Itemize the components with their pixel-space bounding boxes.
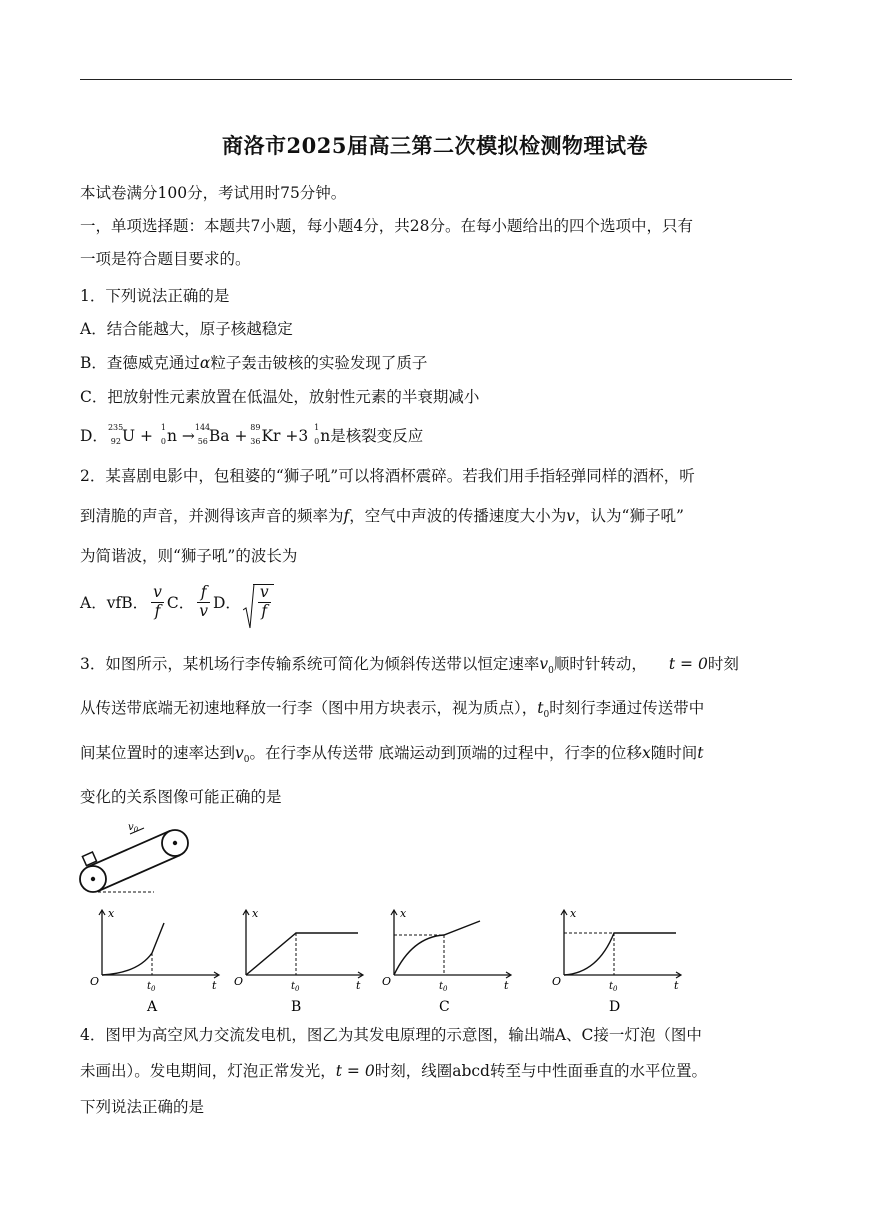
fraction-denominator: f <box>261 601 268 620</box>
xt-curve <box>394 921 480 975</box>
q4-stem-line1: 4．图甲为高空风力交流发电机，图乙为其发电原理的示意图，输出端A、C接一灯泡（图中 <box>80 1026 702 1044</box>
xt-graph-b <box>232 905 367 1020</box>
q2-stem-line3: 为简谐波，则“狮子吼”的波长为 <box>80 547 298 565</box>
t-equals-zero: t = 0 <box>668 655 708 673</box>
x-symbol: x <box>641 744 651 762</box>
x-axis-label: x <box>108 907 115 920</box>
q3-line2-part-a: 从传送带底端无初速地释放一行李（图中用方块表示，视为质点）， <box>80 699 538 717</box>
q2-line2-part-c: ，认为“狮子吼” <box>575 507 684 525</box>
q2-option-b-fraction <box>151 584 164 621</box>
t-axis-label: t <box>212 979 217 992</box>
t-axis-label: t <box>356 979 361 992</box>
n-mass-number: 1 <box>160 423 166 432</box>
fraction-denominator: f <box>154 601 161 620</box>
n-symbol: n <box>166 427 177 445</box>
q4-line2-part-a: 未画出）。发电期间，灯泡正常发光， <box>80 1062 336 1080</box>
ba-mass-number: 144 <box>194 423 211 432</box>
q3-line1-part-b: 顺时针转动， <box>553 655 647 673</box>
q2-option-d-label: D． <box>212 594 241 613</box>
nuclide-u235 <box>107 423 136 446</box>
t0-label: $t_0$ <box>291 981 300 993</box>
v0-subscript: 0 <box>548 666 554 677</box>
section1-instructions-line1: 一，单项选择题：本题共7小题，每小题4分，共28分。在每小题给出的四个选项中，只有 <box>80 217 693 235</box>
v0-symbol: v <box>539 655 549 673</box>
nuclide-neutron-product <box>314 423 331 446</box>
graph-option-label: B <box>291 999 302 1015</box>
belt-upper <box>88 831 170 867</box>
q3-stem-line1 <box>80 652 739 676</box>
q4-line2-part-b: 时刻，线圈abcd转至与中性面垂直的水平位置。 <box>374 1062 707 1080</box>
alpha-symbol: α <box>199 354 211 372</box>
u-mass-number: 235 <box>107 423 124 432</box>
u-symbol: U <box>121 427 136 445</box>
plus-sign: + <box>285 427 299 445</box>
ba-symbol: Ba <box>208 427 230 445</box>
frequency-symbol: f <box>343 507 350 525</box>
q2-stem-line1: 2．某喜剧电影中，包租婆的“狮子吼”可以将酒杯震碎。若我们用手指轻弹同样的酒杯，听 <box>80 467 695 485</box>
n-atomic-number: 0 <box>314 437 320 446</box>
origin-label: O <box>234 975 244 988</box>
xt-curve <box>102 923 164 975</box>
t0-label: $t_0$ <box>439 981 448 993</box>
velocity-symbol: v <box>566 507 576 525</box>
belt-lower <box>98 855 180 891</box>
page-title: 商洛市2025届高三第二次模拟检测物理试卷 <box>222 133 648 158</box>
q3-line1-part-c: 时刻 <box>707 655 739 673</box>
q2-option-a: A．vf <box>80 594 122 613</box>
fraction-numerator: f <box>197 584 210 603</box>
plus-sign: + <box>139 427 153 445</box>
q2-option-c-label: C． <box>166 594 195 613</box>
q2-option-b-label: B． <box>121 594 149 613</box>
q4-stem-line3: 下列说法正确的是 <box>80 1098 205 1116</box>
v0-symbol: v <box>235 744 244 762</box>
bottom-pulley-axle <box>91 877 95 881</box>
q1-stem: 1．下列说法正确的是 <box>80 287 230 305</box>
q1-option-b-pre: B．查德威克通过 <box>80 354 200 372</box>
x-axis-label: x <box>252 907 259 920</box>
v0-label: $v_0$ <box>128 822 139 834</box>
xt-graph-c <box>380 905 515 1020</box>
nuclide-neutron <box>160 423 177 446</box>
origin-label: O <box>90 975 100 988</box>
xt-graph-d <box>550 905 685 1020</box>
radical-bar <box>253 584 274 585</box>
q1-option-c: C．把放射性元素放置在低温处，放射性元素的半衰期减小 <box>80 388 480 406</box>
q2-option-d-sqrt <box>243 584 274 621</box>
q3-line1-part-a: 3．如图所示，某机场行李传输系统可简化为倾斜传送带以恒定速率 <box>80 655 540 673</box>
nuclide-ba144 <box>194 423 230 446</box>
section1-instructions-line2: 一项是符合题目要求的。 <box>80 250 251 268</box>
fraction-denominator: v <box>199 601 208 620</box>
u-atomic-number: 92 <box>110 437 121 446</box>
q3-stem-line2 <box>80 696 704 720</box>
nuclide-kr89 <box>250 423 281 446</box>
graph-option-label: A <box>147 999 158 1015</box>
q2-options <box>80 584 274 621</box>
t0-subscript: 0 <box>543 710 550 721</box>
t-axis-label: t <box>504 979 509 992</box>
graph-option-label: C <box>439 999 450 1015</box>
q1-option-b-post: 粒子轰击铍核的实验发现了质子 <box>210 354 428 372</box>
xt-graph-a <box>88 905 223 1020</box>
xt-curve <box>246 933 358 975</box>
exam-intro: 本试卷满分100分，考试用时75分钟。 <box>80 184 347 202</box>
graph-option-label: D <box>609 999 621 1015</box>
origin-label: O <box>552 975 562 988</box>
q2-option-c-fraction <box>197 584 210 621</box>
t-symbol: t <box>697 744 704 762</box>
neutron-coefficient: 3 <box>298 427 309 445</box>
xt-curve <box>564 933 676 975</box>
kr-mass-number: 89 <box>250 423 261 432</box>
fraction-numerator: v <box>259 583 269 601</box>
origin-label: O <box>382 975 392 988</box>
ba-atomic-number: 56 <box>197 437 208 446</box>
q2-line2-part-b: ，空气中声波的传播速度大小为 <box>349 507 567 525</box>
q1-option-d <box>80 424 423 446</box>
plus-sign: + <box>234 427 248 445</box>
n-atomic-number: 0 <box>160 437 166 446</box>
q2-line2-part-a: 到清脆的声音，并测得该声音的频率为 <box>80 507 344 525</box>
q3-stem-line4: 变化的关系图像可能正确的是 <box>80 788 282 806</box>
q3-line3-part-b: 。在行李从传送带 底端运动到顶端的过程中，行李的位移 <box>249 744 642 762</box>
t0-label: $t_0$ <box>147 981 156 993</box>
n-symbol: n <box>320 427 331 445</box>
q1-option-d-tail: 是核裂变反应 <box>330 427 424 445</box>
x-axis-label: x <box>570 907 577 920</box>
radical-sign-icon <box>243 584 255 630</box>
q4-stem-line2 <box>80 1059 707 1081</box>
top-pulley-axle <box>173 841 177 845</box>
t0-symbol: t <box>537 699 544 717</box>
q2-stem-line2 <box>80 504 684 526</box>
n-mass-number: 1 <box>314 423 320 432</box>
q1-option-a: A．结合能越大，原子核越稳定 <box>80 320 293 338</box>
v0-subscript: 0 <box>243 755 250 766</box>
header-rule <box>80 79 792 80</box>
q3-stem-line3 <box>80 741 703 765</box>
x-axis-label: x <box>400 907 407 920</box>
kr-atomic-number: 36 <box>250 437 261 446</box>
q2-option-d-fraction <box>258 584 271 621</box>
t0-label: $t_0$ <box>609 981 618 993</box>
q3-line3-part-c: 随时间 <box>650 744 698 762</box>
kr-symbol: Kr <box>261 427 281 445</box>
q1-option-d-label: D． <box>80 427 108 445</box>
fraction-numerator: v <box>153 583 162 601</box>
q3-line3-part-a: 间某位置时的速率达到 <box>80 744 236 762</box>
reaction-arrow: → <box>181 427 195 445</box>
q1-option-b <box>80 351 427 373</box>
t-equals-zero: t = 0 <box>335 1062 375 1080</box>
t-axis-label: t <box>674 979 679 992</box>
conveyor-belt-figure <box>74 818 204 898</box>
q3-line2-part-b: 时刻行李通过传送带中 <box>549 699 705 717</box>
